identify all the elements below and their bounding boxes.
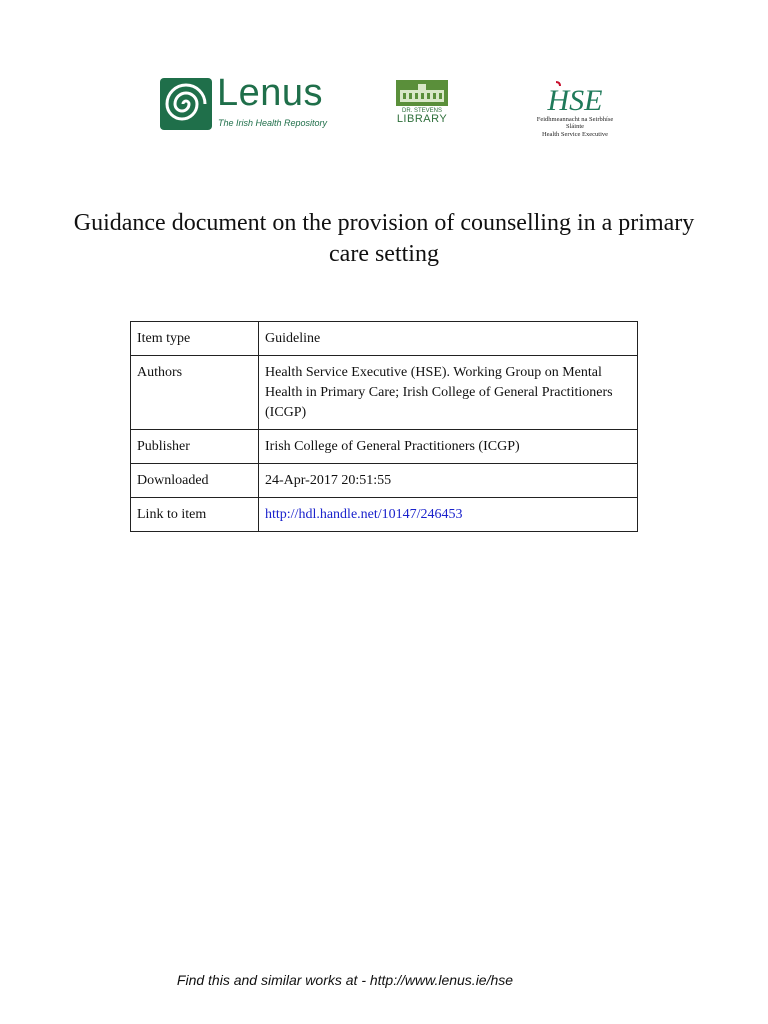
lenus-spiral-icon	[160, 78, 212, 130]
table-row	[131, 356, 638, 430]
library-name-line2: LIBRARY	[396, 113, 448, 125]
footer-note	[0, 972, 768, 988]
metadata-value: 24-Apr-2017 20:51:55	[259, 464, 638, 498]
metadata-key: Authors	[131, 356, 259, 430]
item-link[interactable]: http://hdl.handle.net/10147/246453	[259, 498, 638, 532]
metadata-key: Link to item	[131, 498, 259, 532]
hse-logo	[530, 80, 620, 136]
footer-text: Find this and similar works at - http://www.lenus.ie/hse	[176, 972, 514, 988]
svg-text:HSE: HSE	[547, 84, 603, 114]
metadata-key: Publisher	[131, 430, 259, 464]
library-name-line1: DR. STEVENS	[401, 108, 442, 114]
metadata-value: Irish College of General Practitioners (ICGP)	[259, 430, 638, 464]
library-building-icon	[396, 80, 448, 108]
hse-mark-icon	[530, 80, 620, 114]
logo-bar	[0, 72, 768, 138]
metadata-table	[130, 321, 638, 532]
hse-caption-irish: Feidhmeannacht na Seirbhíse Sláinte	[536, 116, 614, 131]
table-row	[131, 464, 638, 498]
metadata-key: Downloaded	[131, 464, 259, 498]
metadata-value: Guideline	[259, 322, 638, 356]
hse-caption-english: Health Service Executive	[541, 130, 609, 138]
table-row	[131, 322, 638, 356]
document-title-line2: care setting	[329, 241, 439, 267]
lenus-tagline: The Irish Health Repository	[218, 118, 328, 128]
table-row	[131, 430, 638, 464]
document-title	[40, 208, 728, 270]
document-title-line1: Guidance document on the provision of counselling in a primary	[73, 210, 695, 236]
metadata-key: Item type	[131, 322, 259, 356]
table-row	[131, 498, 638, 532]
lenus-logo	[160, 72, 335, 130]
metadata-value: Health Service Executive (HSE). Working Group on Mental Health in Primary Care; Irish College of General Practitioners (ICGP)	[259, 356, 638, 430]
lenus-wordmark: Lenus	[217, 72, 324, 114]
dr-stevens-library-logo	[396, 80, 448, 132]
